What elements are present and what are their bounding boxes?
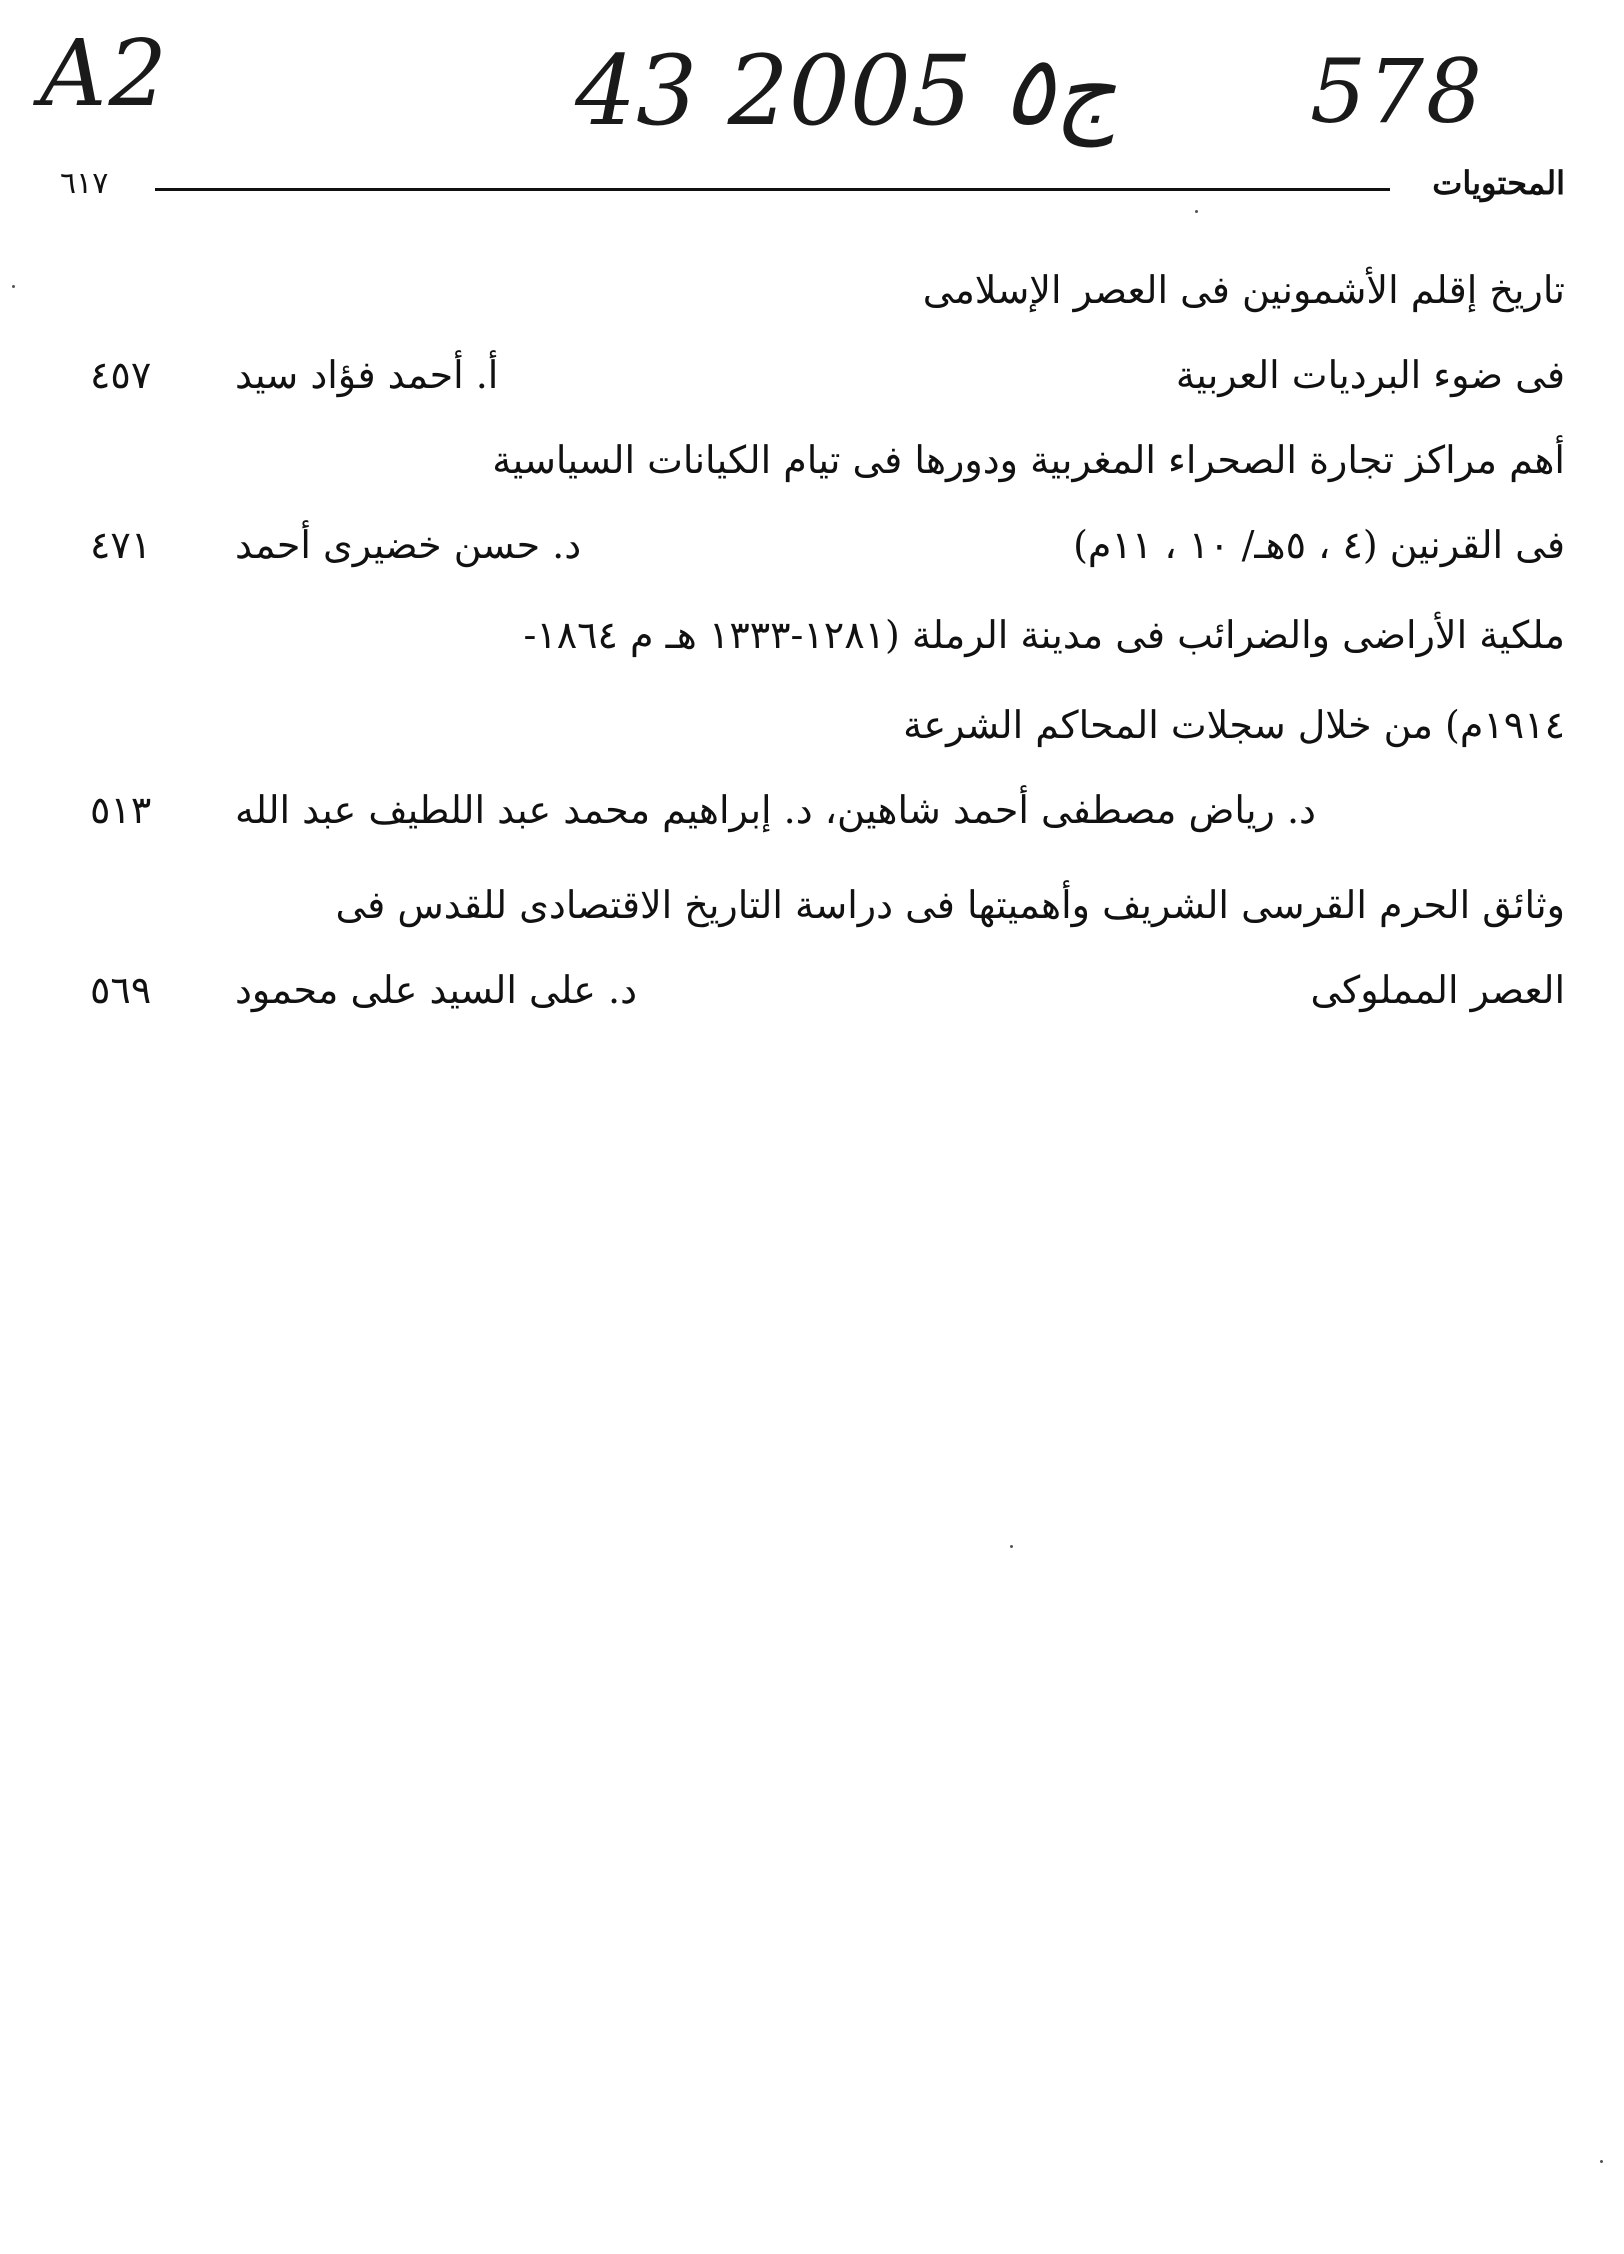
entry-title: العصر المملوكى	[1310, 968, 1565, 1012]
entry-title: أهم مراكز تجارة الصحراء المغربية ودورها فى تيام الكيانات السياسية	[492, 438, 1565, 482]
entry-title: ملكية الأراضى والضرائب فى مدينة الرملة (١٢٨١-١٣٣٣ هـ م ١٨٦٤-	[523, 613, 1565, 657]
handwritten-label-left: A2	[40, 20, 169, 127]
entry-title: فى القرنين (٤ ، ٥هـ/ ١٠ ، ١١م)	[1073, 523, 1565, 567]
scan-speck	[1010, 1545, 1013, 1548]
toc-entry-line	[60, 955, 1565, 1025]
header-title: المحتويات	[1432, 164, 1565, 202]
entry-title: وثائق الحرم القرسى الشريف وأهميتها فى دراسة التاريخ الاقتصادى للقدس فى	[335, 883, 1565, 927]
entry-page-number: ٥١٣	[90, 788, 152, 832]
handwritten-label-middle: 43 ج٥ 2005	[575, 35, 1117, 147]
header-page-number: ٦١٧	[60, 166, 109, 201]
entry-page-number: ٥٦٩	[90, 968, 152, 1012]
toc-entry-line	[60, 425, 1565, 495]
scan-speck	[12, 285, 15, 288]
toc-entry-line	[60, 690, 1565, 760]
entry-author: د. رياض مصطفى أحمد شاهين، د. إبراهيم محمد عبد اللطيف عبد الله	[235, 788, 1316, 832]
toc-entry-line	[60, 600, 1565, 670]
handwritten-label-right: 578	[1310, 40, 1484, 143]
toc-entry-line	[60, 255, 1565, 325]
entry-author: د. على السيد على محمود	[235, 968, 638, 1012]
toc-entry-line	[60, 775, 1565, 845]
toc-entry-line	[60, 340, 1565, 410]
toc-entry-line	[60, 510, 1565, 580]
entry-author: أ. أحمد فؤاد سيد	[235, 353, 499, 397]
entry-title: تاريخ إقلم الأشمونين فى العصر الإسلامى	[922, 268, 1565, 312]
entry-page-number: ٤٧١	[90, 523, 152, 567]
entry-title: ١٩١٤م) من خلال سجلات المحاكم الشرعة	[903, 703, 1565, 747]
scan-speck	[1600, 2160, 1603, 2163]
header-divider	[155, 188, 1390, 191]
entry-page-number: ٤٥٧	[90, 353, 152, 397]
running-header	[60, 160, 1565, 210]
scan-speck	[1195, 210, 1198, 213]
entry-title: فى ضوء البرديات العربية	[1175, 353, 1565, 397]
entry-author: د. حسن خضيرى أحمد	[235, 523, 582, 567]
toc-entry-line	[60, 870, 1565, 940]
